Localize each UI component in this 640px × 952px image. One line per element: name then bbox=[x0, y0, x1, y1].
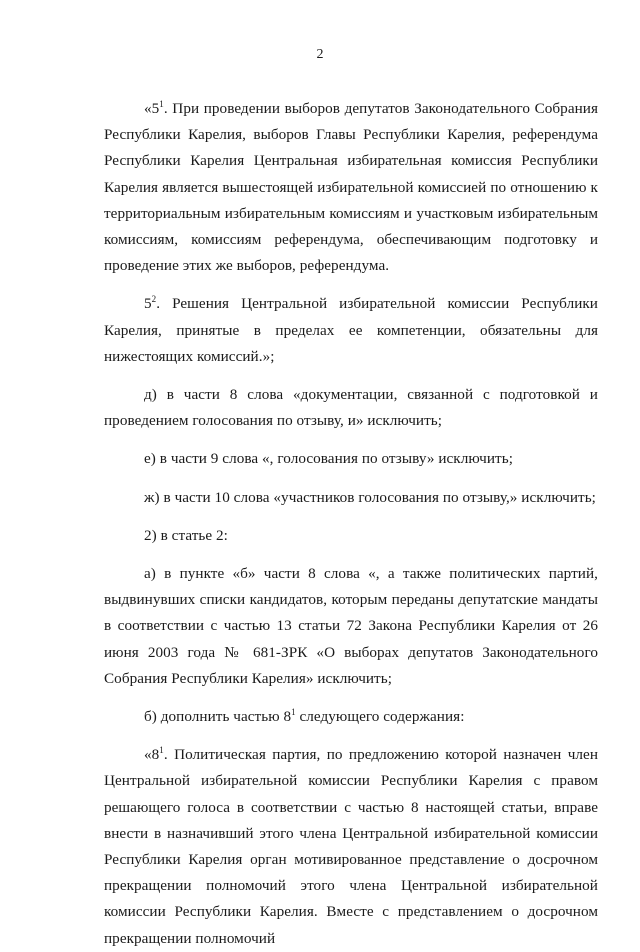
page-number: 2 bbox=[316, 47, 324, 62]
paragraph-text: а) в пункте «б» части 8 слова «, а также политических партий, выдвинувших списки кандидатов, которым переданы депутатские мандаты в соответствии с частью 13 статьи 72 Закона Республики Карелия от 26 июня 2003 года № 681-ЗРК «О выборах депутатов Законодательного Собрания Республики Карелия» исключить; bbox=[104, 565, 598, 687]
document-body bbox=[104, 96, 598, 952]
paragraph-text: . Политическая партия, по предложению которой назначен член Центральной избирательной комиссии Республики Карелия с правом решающего голоса в соответствии с частью 8 настоящей статьи, вправе внести в назначивший этого члена Центральной избирательной комиссии Республики Карелия орган мотивированное представление о досрочном прекращении полномочий этого члена Центральной избирательной комиссии Республики Карелия. Вместе с представлением о досрочном прекращении полномочий bbox=[104, 746, 598, 947]
paragraph-part-5-1 bbox=[104, 96, 598, 279]
paragraph-lead: «5 bbox=[144, 100, 160, 117]
paragraph-part-5-2 bbox=[104, 291, 598, 370]
paragraph-item-d bbox=[104, 382, 598, 434]
paragraph-text: 2) в статье 2: bbox=[144, 526, 228, 544]
paragraph-item-zh bbox=[104, 485, 598, 511]
paragraph-text: . Решения Центральной избирательной комиссии Республики Карелия, принятые в пределах ее компетенции, обязательны для нижестоящих комиссий.»; bbox=[104, 295, 598, 365]
superscript-index: 1 bbox=[159, 98, 164, 109]
paragraph-text: следующего содержания: bbox=[295, 708, 465, 726]
superscript-index: 1 bbox=[159, 745, 164, 756]
paragraph-item-e bbox=[104, 446, 598, 472]
paragraph-item-2 bbox=[104, 523, 598, 549]
paragraph-text: . При проведении выборов депутатов Законодательного Собрания Республики Карелия, выборов Главы Республики Карелия, референдума Республики Карелия Центральная избирательная комиссия Республики Карелия является вышестоящей избирательной комиссией по отношению к территориальным избирательным комиссиям и участковым избирательным комиссиям, комиссиям референдума, обеспечивающим подготовку и проведение этих же выборов, референдума. bbox=[104, 100, 598, 275]
superscript-index: 1 bbox=[291, 707, 296, 717]
paragraph-lead: «8 bbox=[144, 746, 160, 764]
paragraph-lead: 5 bbox=[144, 295, 152, 313]
paragraph-part-8-1 bbox=[104, 742, 598, 952]
superscript-index: 2 bbox=[151, 294, 157, 305]
paragraph-text: д) в части 8 слова «документации, связанной с подготовкой и проведением голосования по отзыву, и» исключить; bbox=[104, 386, 598, 430]
paragraph-item-b bbox=[104, 704, 598, 730]
paragraph-text: ж) в части 10 слова «участников голосования по отзыву,» исключить; bbox=[144, 488, 596, 506]
paragraph-text: е) в части 9 слова «, голосования по отзыву» исключить; bbox=[144, 450, 513, 468]
paragraph-lead: б) дополнить частью 8 bbox=[144, 708, 292, 726]
paragraph-item-a bbox=[104, 561, 598, 692]
